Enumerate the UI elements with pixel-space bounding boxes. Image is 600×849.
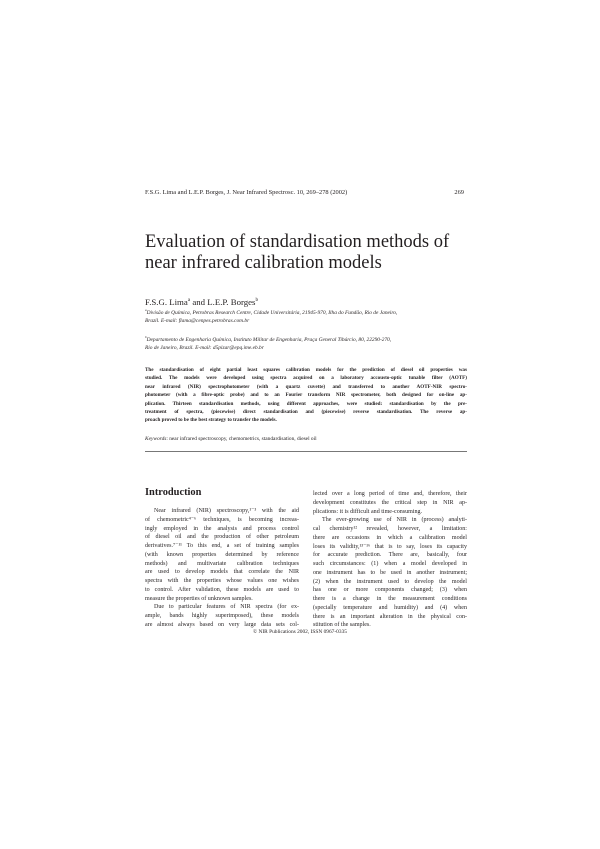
paragraph-line: Due to particular features of NIR spectra (for ex- (154, 604, 299, 611)
paragraph-line: (2) when the instrument used to develop the model (313, 578, 467, 585)
paragraph-line: to control. After validation, these models are used to (145, 586, 299, 593)
author-affiliation-mark: a (187, 297, 191, 304)
running-head-text: F.S.G. Lima and L.E.P. Borges, J. Near Infrared Spectrosc. 10, 269–278 (2002) (145, 189, 348, 196)
paragraph-line: there are occasions in which a calibration model (313, 534, 467, 541)
title-line: near infrared calibration models (145, 252, 382, 273)
keywords-label: Keywords (145, 436, 167, 442)
abstract-line: proach proved to be the best strategy to transfer the models. (145, 417, 277, 424)
abstract-line: plication. Thirteen standardisation methods, using different approaches, were studied: standardisation by the pre- (145, 400, 467, 407)
affiliation-mark: a (145, 308, 147, 313)
section-heading: Introduction (145, 487, 202, 498)
affiliation-mark: b (145, 335, 147, 340)
paragraph-line: development constitutes the critical step in NIR ap- (313, 499, 467, 506)
paragraph-line: methods) and multivariate calibration techniques (145, 560, 299, 567)
keywords-text: : near infrared spectroscopy, chemometrics, standardisation, diesel oil (166, 436, 317, 442)
paragraph-line: has one or more components changed; (3) when (313, 587, 467, 594)
affiliation (145, 309, 475, 325)
keywords (145, 435, 317, 443)
author-list (145, 297, 258, 308)
copyright-footer: © NIR Publications 2002, ISSN 0967-0335 (253, 629, 347, 635)
paragraph-line: (with known properties determined by reference (145, 551, 299, 558)
paragraph-line: ample, bands highly superimposed), these models (145, 613, 299, 619)
affiliation-line: Departamento de Engenharia Química, Instituto Militar de Engenharia, Praça General Tibúrcio, 80, 22290-270, (146, 337, 392, 343)
paragraph-line: there is a change in the measurement conditions (313, 596, 467, 602)
abstract (145, 366, 467, 425)
affiliation-line: Divisão de Química, Petrobras Research Centre, Cidade Universitária, 21945-970, Ilha do Fundão, Rio de Janeiro, (146, 310, 398, 316)
paragraph-line: Near infrared (NIR) spectroscopy,¹⁻³ with the aid (154, 508, 299, 514)
paragraph-line: plications: it is difficult and time-consuming. (313, 508, 423, 515)
paragraph-line: such circumstances: (1) when a model developed in (313, 561, 467, 567)
paragraph-line: (specially temperature and humidity) and (4) when (313, 604, 467, 611)
affiliation-line: Brazil. E-mail: flama@cenpes.petrobras.com.br (145, 318, 250, 325)
paragraph-line: lected over a long period of time and, therefore, their (313, 491, 467, 497)
paragraph-line: for accurate prediction. There are, basically, four (313, 552, 467, 559)
paragraph-line: are used to develop models that correlate the NIR (145, 569, 299, 576)
paragraph-line: derivatives.⁷⁻¹¹ To this end, a set of training samples (145, 543, 299, 549)
author-name: L.E.P. Borges (207, 297, 256, 307)
page-number: 269 (454, 189, 464, 196)
body-column-left (145, 507, 299, 630)
paragraph-line: cal chemistry¹² revealed, however, a limitation: (313, 526, 467, 532)
paragraph-line: ingly employed in the analysis and process control (145, 525, 299, 532)
abstract-line: near infrared (NIR) spectrophotometer (with a quartz cuvette) and transferred to another AOTF-NIR spectro- (145, 383, 467, 390)
body-column-right (313, 490, 467, 630)
paragraph-line: there is an important alteration in the physical con- (313, 613, 467, 620)
author-affiliation-mark: b (255, 297, 259, 304)
article-title (145, 232, 475, 273)
paragraph-line: stitution of the samples. (313, 622, 371, 629)
author-conjunction: and (190, 297, 208, 307)
title-line: Evaluation of standardisation methods of (145, 232, 450, 252)
paragraph-line: one instrument has to be used in another instrument; (313, 569, 467, 576)
affiliation (145, 336, 475, 352)
abstract-line: The standardisation of eight partial least squares calibration models for the prediction of diesel oil properties was (145, 367, 467, 373)
paragraph-line: of diesel oil and the production of other petroleum (145, 534, 299, 541)
running-header (145, 189, 464, 197)
section-divider (145, 451, 467, 452)
abstract-line: treatment of spectra, (piecewise) direct standardisation and (piecewise) reverse standardisation. The reverse ap- (145, 409, 467, 416)
paragraph-line: are almost always based on very large data sets col- (145, 621, 299, 628)
abstract-line: studied. The models were developed using spectra acquired on a laboratory accousto-optic tunable filter (AOTF) (145, 375, 467, 382)
paragraph-line: The ever-growing use of NIR in (process) analyti- (322, 517, 467, 524)
paragraph-line: loses its validity,¹³⁻¹⁶ that is to say, loses its capacity (313, 543, 467, 550)
author-name: F.S.G. Lima (145, 297, 188, 307)
paragraph-line: spectra with the properties whose values one wishes (145, 578, 299, 584)
affiliation-line: Rio de Janeiro, Brazil. E-mail: d5pizar@epq.ime.eb.br (145, 345, 264, 352)
paragraph-line: measure the properties of unknown samples. (145, 595, 253, 602)
paragraph-line: of chemometric⁴⁻⁶ techniques, is becoming increas- (145, 516, 299, 523)
abstract-line: photometer (with a fibre-optic probe) and to an Fourier transform NIR spectrometer, both designed for on-line ap- (145, 392, 467, 399)
